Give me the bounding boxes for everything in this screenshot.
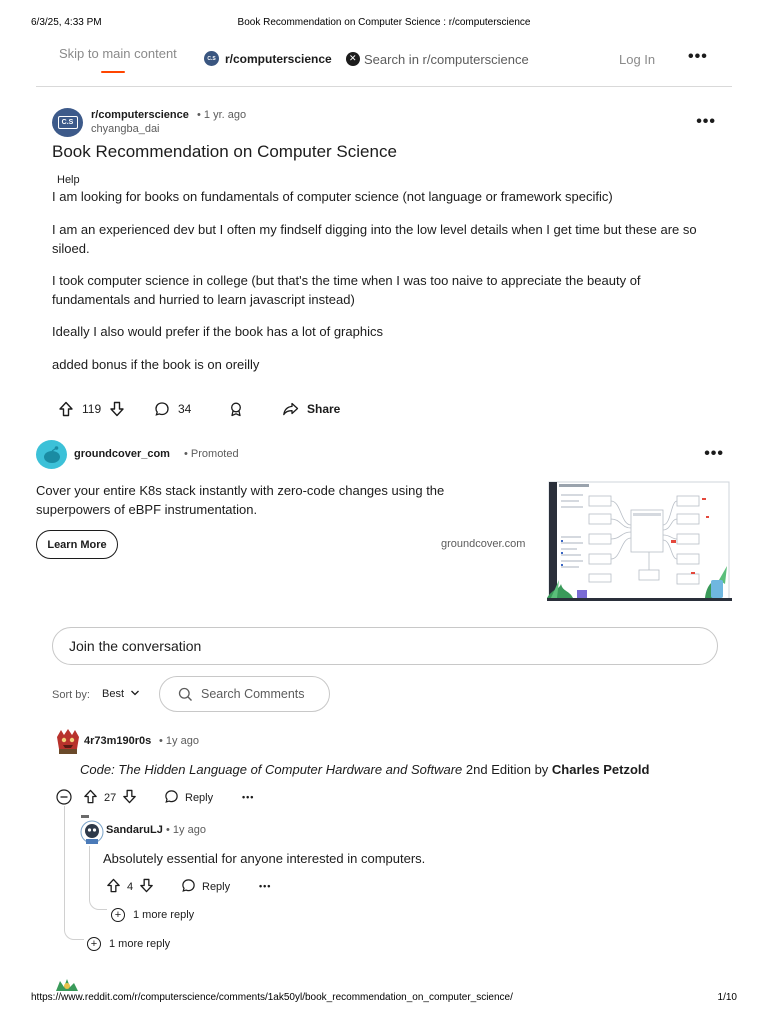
sort-value: Best bbox=[102, 688, 125, 700]
reply-button[interactable] bbox=[164, 789, 213, 807]
post-paragraph: I am looking for books on fundamentals of computer science (not language or framework specific) bbox=[52, 189, 613, 204]
learn-more-button[interactable]: Learn More bbox=[36, 530, 118, 559]
upvote-icon[interactable] bbox=[83, 789, 98, 807]
subreddit-chip-label: r/computerscience bbox=[225, 51, 332, 66]
post-paragraph: Ideally I also would prefer if the book has a lot of graphics bbox=[52, 324, 383, 339]
clear-subreddit-icon[interactable]: ✕ bbox=[346, 52, 360, 66]
comment-icon bbox=[154, 401, 170, 417]
ad-image[interactable] bbox=[547, 480, 732, 606]
collapse-thread-button[interactable] bbox=[56, 789, 72, 808]
ad-domain[interactable]: groundcover.com bbox=[441, 538, 526, 550]
post-paragraph: I took computer science in college (but that's the time when I was too naive to appreciate the beauty of fundamentals and hurried to learn javascript instead) bbox=[52, 273, 641, 307]
advertiser-avatar[interactable] bbox=[36, 440, 67, 469]
comment-time: • 1y ago bbox=[166, 824, 206, 836]
comment-vote-group bbox=[83, 789, 137, 807]
downvote-icon[interactable] bbox=[122, 789, 137, 807]
comment-author-link[interactable]: 4r73m190r0s bbox=[84, 735, 152, 747]
plus-circle-icon: + bbox=[111, 908, 125, 922]
upvote-icon[interactable] bbox=[58, 401, 74, 417]
print-date: 6/3/25, 4:33 PM bbox=[31, 17, 102, 28]
downvote-icon[interactable] bbox=[139, 878, 154, 896]
comment-time: • 1y ago bbox=[159, 735, 199, 747]
subreddit-chip[interactable] bbox=[204, 51, 360, 66]
commenter-avatar[interactable] bbox=[78, 815, 104, 845]
award-button[interactable] bbox=[228, 401, 244, 417]
chevron-down-icon bbox=[130, 688, 140, 700]
more-options-icon[interactable]: ••• bbox=[688, 48, 708, 65]
print-page-number: 1/10 bbox=[717, 992, 737, 1003]
comment-book-title: Code: The Hidden Language of Computer Hardware and Software bbox=[80, 762, 463, 777]
search-comments-input[interactable] bbox=[159, 676, 330, 712]
promoted-label: • Promoted bbox=[184, 448, 239, 460]
comment-vote-count: 4 bbox=[127, 881, 134, 893]
comment-more-icon[interactable]: ••• bbox=[259, 881, 272, 891]
more-replies-label: 1 more reply bbox=[133, 909, 195, 921]
comment-icon bbox=[181, 878, 196, 896]
upvote-icon[interactable] bbox=[106, 878, 121, 896]
share-button[interactable] bbox=[282, 401, 340, 417]
post-title: Book Recommendation on Computer Science bbox=[52, 142, 397, 161]
share-label: Share bbox=[307, 402, 341, 416]
join-conversation-placeholder: Join the conversation bbox=[69, 638, 202, 654]
downvote-icon[interactable] bbox=[109, 401, 125, 417]
search-input[interactable]: Search in r/computerscience bbox=[364, 52, 529, 67]
search-comments-placeholder: Search Comments bbox=[201, 687, 305, 701]
comment-author-name: Charles Petzold bbox=[551, 762, 650, 777]
skip-link-underline bbox=[101, 71, 125, 73]
post-author-link[interactable]: chyangba_dai bbox=[91, 123, 160, 135]
post-vote-count: 119 bbox=[82, 402, 102, 416]
comment-actions bbox=[56, 789, 276, 807]
more-replies-button[interactable] bbox=[111, 908, 194, 922]
sort-dropdown[interactable] bbox=[102, 688, 140, 700]
post-time: • 1 yr. ago bbox=[197, 109, 247, 121]
advertiser-name[interactable]: groundcover_com bbox=[74, 448, 170, 460]
ad-header bbox=[36, 440, 732, 470]
post-paragraph: I am an experienced dev but I often my findself digging into the low level details when I get time but these are so siloed. bbox=[52, 222, 697, 256]
comment-actions bbox=[106, 878, 326, 896]
vote-group bbox=[58, 401, 125, 417]
award-icon bbox=[228, 401, 244, 417]
more-replies-button[interactable] bbox=[87, 937, 170, 951]
comment-vote-group bbox=[106, 878, 154, 896]
post-paragraph: added bonus if the book is on oreilly bbox=[52, 357, 260, 372]
ad-text: Cover your entire K8s stack instantly with zero-code changes using the superpowers of eBPF instrumentation. bbox=[36, 483, 445, 517]
more-replies-label: 1 more reply bbox=[109, 938, 171, 950]
print-title: Book Recommendation on Computer Science : r/computerscience bbox=[237, 17, 531, 28]
subreddit-avatar: C.S bbox=[204, 51, 219, 66]
share-icon bbox=[282, 401, 299, 417]
comment-icon bbox=[164, 789, 179, 807]
sort-label: Sort by: bbox=[52, 689, 90, 701]
post-actions bbox=[58, 401, 378, 421]
login-button[interactable]: Log In bbox=[619, 52, 656, 67]
commenter-avatar[interactable] bbox=[54, 727, 82, 755]
top-nav bbox=[36, 40, 732, 87]
print-header bbox=[31, 17, 737, 31]
comment-body bbox=[80, 761, 700, 779]
comment-vote-count: 27 bbox=[104, 792, 117, 804]
print-url: https://www.reddit.com/r/computerscience/comments/1ak50yl/book_recommendation_on_computer_science/ bbox=[31, 992, 513, 1003]
post-header bbox=[52, 107, 732, 139]
print-footer bbox=[31, 992, 737, 1006]
subreddit-avatar[interactable]: C.S bbox=[52, 108, 83, 137]
post-flair[interactable]: Help bbox=[57, 174, 80, 186]
comments-button[interactable] bbox=[154, 401, 191, 417]
comment-count: 34 bbox=[178, 402, 192, 416]
reply-label: Reply bbox=[185, 792, 214, 804]
ad-more-icon[interactable]: ••• bbox=[704, 445, 724, 462]
collapse-icon bbox=[56, 789, 72, 808]
join-conversation-input[interactable] bbox=[52, 627, 718, 665]
comment-more-icon[interactable]: ••• bbox=[242, 792, 255, 802]
reddit-snoo-icon bbox=[41, 444, 63, 466]
comment-text: 2nd Edition by bbox=[462, 762, 552, 777]
post-more-icon[interactable]: ••• bbox=[696, 113, 716, 130]
search-icon bbox=[178, 687, 193, 705]
commenter-avatar[interactable] bbox=[54, 977, 80, 991]
comment-body: Absolutely essential for anyone interested in computers. bbox=[103, 851, 426, 866]
reply-label: Reply bbox=[202, 881, 231, 893]
comment-author-link[interactable]: SandaruLJ bbox=[106, 824, 163, 836]
post-subreddit-link[interactable]: r/computerscience bbox=[91, 109, 189, 121]
reply-button[interactable] bbox=[181, 878, 230, 896]
skip-link[interactable]: Skip to main content bbox=[59, 46, 177, 61]
plus-circle-icon: + bbox=[87, 937, 101, 951]
